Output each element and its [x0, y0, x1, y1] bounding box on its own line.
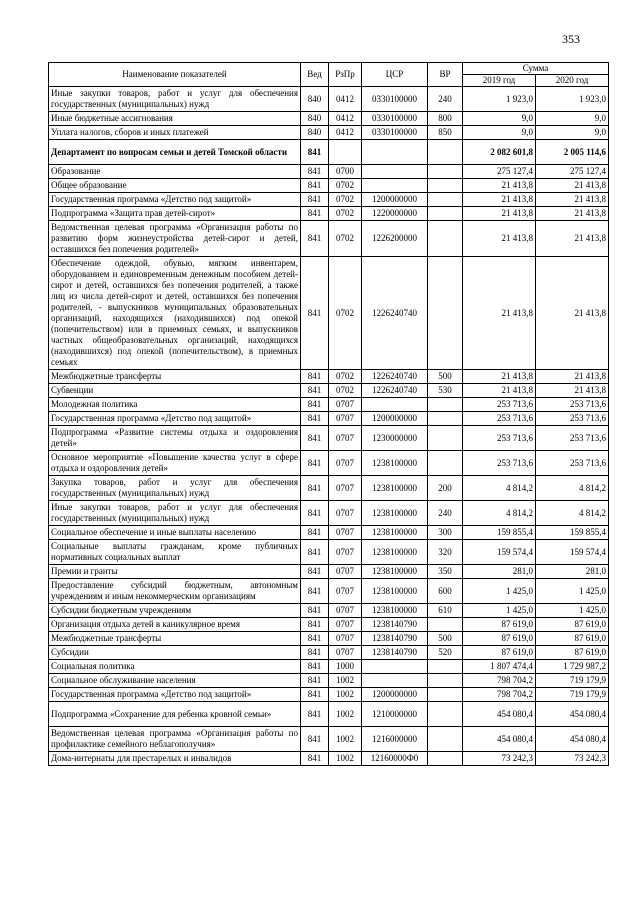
- row-csr: [362, 140, 428, 165]
- row-rzpr: 0700: [329, 165, 362, 179]
- row-vr: [428, 207, 463, 221]
- row-value-2020: 4 814,2: [536, 476, 609, 501]
- budget-table: [48, 62, 609, 766]
- row-rzpr: 0702: [329, 179, 362, 193]
- row-value-2019: 1 923,0: [463, 87, 536, 112]
- row-vr: [428, 660, 463, 674]
- row-rzpr: 1002: [329, 688, 362, 702]
- row-ved: 841: [301, 398, 329, 412]
- row-vr: [428, 426, 463, 451]
- header-ved: Вед: [301, 63, 329, 87]
- row-name: Иные закупки товаров, работ и услуг для обеспечения государственных (муниципальных) нужд: [49, 501, 301, 526]
- row-rzpr: 0707: [329, 526, 362, 540]
- row-name: Государственная программа «Детство под защитой»: [49, 688, 301, 702]
- row-rzpr: 0702: [329, 207, 362, 221]
- row-vr: 520: [428, 646, 463, 660]
- row-csr: 12160000Ф0: [362, 752, 428, 766]
- row-value-2020: 719 179,9: [536, 674, 609, 688]
- row-name: Государственная программа «Детство под защитой»: [49, 412, 301, 426]
- row-vr: 530: [428, 384, 463, 398]
- table-row: [49, 660, 609, 674]
- table-row: [49, 688, 609, 702]
- row-name: Социальные выплаты гражданам, кроме публичных нормативных социальных выплат: [49, 540, 301, 565]
- table-row: [49, 370, 609, 384]
- row-ved: 840: [301, 87, 329, 112]
- row-rzpr: 0707: [329, 646, 362, 660]
- row-value-2019: 87 619,0: [463, 632, 536, 646]
- row-csr: 1238100000: [362, 579, 428, 604]
- row-csr: [362, 165, 428, 179]
- row-ved: 841: [301, 426, 329, 451]
- table-row: [49, 87, 609, 112]
- row-value-2020: 159 855,4: [536, 526, 609, 540]
- row-vr: [428, 618, 463, 632]
- row-name: Субвенции: [49, 384, 301, 398]
- row-rzpr: 0707: [329, 451, 362, 476]
- table-row: [49, 126, 609, 140]
- row-value-2020: 275 127,4: [536, 165, 609, 179]
- row-ved: 841: [301, 565, 329, 579]
- table-row: [49, 674, 609, 688]
- row-vr: [428, 674, 463, 688]
- row-vr: 500: [428, 370, 463, 384]
- row-vr: [428, 257, 463, 370]
- row-csr: 1226200000: [362, 221, 428, 257]
- row-value-2019: 21 413,8: [463, 207, 536, 221]
- row-ved: 841: [301, 221, 329, 257]
- row-rzpr: 0707: [329, 398, 362, 412]
- row-vr: [428, 193, 463, 207]
- row-name: Закупка товаров, работ и услуг для обеспечения государственных (муниципальных) нужд: [49, 476, 301, 501]
- row-value-2019: 253 713,6: [463, 398, 536, 412]
- table-row: [49, 221, 609, 257]
- table-row: [49, 727, 609, 752]
- row-rzpr: [329, 140, 362, 165]
- row-csr: 1238100000: [362, 565, 428, 579]
- row-ved: 841: [301, 193, 329, 207]
- row-ved: 841: [301, 179, 329, 193]
- row-value-2020: 1 729 987,2: [536, 660, 609, 674]
- row-ved: 841: [301, 674, 329, 688]
- row-value-2020: 454 080,4: [536, 727, 609, 752]
- row-name: Основное мероприятие «Повышение качества услуг в сфере отдыха и оздоровления детей»: [49, 451, 301, 476]
- row-value-2019: 21 413,8: [463, 179, 536, 193]
- row-csr: [362, 179, 428, 193]
- table-body: [49, 87, 609, 766]
- table-row: [49, 207, 609, 221]
- row-rzpr: 0707: [329, 618, 362, 632]
- row-value-2020: 9,0: [536, 126, 609, 140]
- row-rzpr: 0702: [329, 257, 362, 370]
- row-ved: 841: [301, 451, 329, 476]
- row-rzpr: 0707: [329, 476, 362, 501]
- row-value-2020: 9,0: [536, 112, 609, 126]
- row-value-2019: 9,0: [463, 112, 536, 126]
- row-ved: 841: [301, 604, 329, 618]
- row-csr: 1238100000: [362, 604, 428, 618]
- row-ved: 841: [301, 752, 329, 766]
- row-value-2020: 454 080,4: [536, 702, 609, 727]
- table-row: [49, 398, 609, 412]
- row-ved: 841: [301, 702, 329, 727]
- row-csr: 1216000000: [362, 727, 428, 752]
- row-csr: 1226240740: [362, 384, 428, 398]
- row-vr: 240: [428, 87, 463, 112]
- row-value-2020: 1 425,0: [536, 604, 609, 618]
- row-value-2019: 21 413,8: [463, 221, 536, 257]
- table-row: [49, 702, 609, 727]
- row-value-2020: 21 413,8: [536, 370, 609, 384]
- row-csr: [362, 660, 428, 674]
- row-rzpr: 1002: [329, 674, 362, 688]
- row-name: Подпрограмма «Защита прав детей-сирот»: [49, 207, 301, 221]
- row-csr: 1238100000: [362, 451, 428, 476]
- row-value-2019: 87 619,0: [463, 646, 536, 660]
- row-rzpr: 0707: [329, 565, 362, 579]
- row-vr: [428, 752, 463, 766]
- row-value-2020: 21 413,8: [536, 257, 609, 370]
- row-value-2020: 87 619,0: [536, 632, 609, 646]
- table-header: [49, 63, 609, 87]
- row-value-2019: 1 807 474,4: [463, 660, 536, 674]
- row-name: Предоставление субсидий бюджетным, автономным учреждениям и иным некоммерческим организациям: [49, 579, 301, 604]
- row-value-2019: 87 619,0: [463, 618, 536, 632]
- row-csr: 1226240740: [362, 257, 428, 370]
- row-vr: 500: [428, 632, 463, 646]
- row-ved: 841: [301, 257, 329, 370]
- row-csr: 1238140790: [362, 618, 428, 632]
- row-ved: 841: [301, 727, 329, 752]
- table-row: [49, 501, 609, 526]
- table-row: [49, 179, 609, 193]
- row-vr: 350: [428, 565, 463, 579]
- row-name: Социальная политика: [49, 660, 301, 674]
- row-name: Департамент по вопросам семьи и детей Томской области: [49, 140, 301, 165]
- row-rzpr: 0707: [329, 540, 362, 565]
- row-vr: [428, 221, 463, 257]
- row-csr: 1238100000: [362, 540, 428, 565]
- row-name: Общее образование: [49, 179, 301, 193]
- row-vr: [428, 140, 463, 165]
- row-csr: 1238140790: [362, 646, 428, 660]
- row-value-2020: 719 179,9: [536, 688, 609, 702]
- table-row: [49, 451, 609, 476]
- row-name: Подпрограмма «Развитие системы отдыха и оздоровления детей»: [49, 426, 301, 451]
- row-value-2020: 253 713,6: [536, 426, 609, 451]
- row-rzpr: 0702: [329, 193, 362, 207]
- row-value-2019: 454 080,4: [463, 727, 536, 752]
- row-ved: 841: [301, 632, 329, 646]
- table-row: [49, 604, 609, 618]
- table-row: [49, 565, 609, 579]
- row-value-2019: 21 413,8: [463, 193, 536, 207]
- row-ved: 841: [301, 660, 329, 674]
- row-ved: 841: [301, 688, 329, 702]
- row-value-2019: 21 413,8: [463, 257, 536, 370]
- row-value-2019: 21 413,8: [463, 384, 536, 398]
- row-csr: 1226240740: [362, 370, 428, 384]
- row-name: Ведомственная целевая программа «Организация работы по профилактике семейного неблагополучия»: [49, 727, 301, 752]
- row-name: Социальное обеспечение и иные выплаты населению: [49, 526, 301, 540]
- row-rzpr: 0707: [329, 501, 362, 526]
- row-value-2020: 1 425,0: [536, 579, 609, 604]
- row-name: Межбюджетные трансферты: [49, 632, 301, 646]
- table-row: [49, 426, 609, 451]
- row-rzpr: 1002: [329, 752, 362, 766]
- row-vr: [428, 398, 463, 412]
- row-csr: 0330100000: [362, 87, 428, 112]
- row-name: Молодежная политика: [49, 398, 301, 412]
- row-csr: 1238100000: [362, 476, 428, 501]
- row-value-2019: 275 127,4: [463, 165, 536, 179]
- row-value-2020: 21 413,8: [536, 193, 609, 207]
- row-rzpr: 0707: [329, 632, 362, 646]
- row-csr: 1200000000: [362, 412, 428, 426]
- row-rzpr: 0707: [329, 604, 362, 618]
- row-value-2020: 87 619,0: [536, 646, 609, 660]
- row-ved: 841: [301, 476, 329, 501]
- row-value-2020: 281,0: [536, 565, 609, 579]
- table-row: [49, 540, 609, 565]
- row-name: Субсидии: [49, 646, 301, 660]
- table-row: [49, 476, 609, 501]
- row-ved: 841: [301, 412, 329, 426]
- table-row: [49, 384, 609, 398]
- row-ved: 841: [301, 140, 329, 165]
- row-ved: 841: [301, 540, 329, 565]
- row-value-2020: 253 713,6: [536, 412, 609, 426]
- row-name: Обеспечение одеждой, обувью, мягким инвентарем, оборудованием и единовременным денежным пособием детей-сирот и детей, оставшихся без попечения родителей, а также лиц из числа детей-сирот и детей, оставшихся без попечения родителей, - выпускников муниципальных образовательных организаций, находящихся (находившихся) под опекой (попечительством) или в приемных семьях, и выпускников частных общеобразовательных организаций, находящихся (находившихся) под опекой (попечительством), в приемных семьях: [49, 257, 301, 370]
- row-rzpr: 0412: [329, 112, 362, 126]
- row-value-2019: 73 242,3: [463, 752, 536, 766]
- row-csr: 1220000000: [362, 207, 428, 221]
- row-name: Социальное обслуживание населения: [49, 674, 301, 688]
- row-vr: 240: [428, 501, 463, 526]
- row-ved: 841: [301, 618, 329, 632]
- row-name: Уплата налогов, сборов и иных платежей: [49, 126, 301, 140]
- row-value-2019: 159 855,4: [463, 526, 536, 540]
- row-value-2020: 21 413,8: [536, 207, 609, 221]
- row-vr: 610: [428, 604, 463, 618]
- row-vr: 600: [428, 579, 463, 604]
- table-row: [49, 412, 609, 426]
- row-rzpr: 0702: [329, 370, 362, 384]
- row-name: Иные бюджетные ассигнования: [49, 112, 301, 126]
- row-value-2020: 21 413,8: [536, 179, 609, 193]
- row-ved: 840: [301, 126, 329, 140]
- row-value-2020: 1 923,0: [536, 87, 609, 112]
- row-value-2020: 4 814,2: [536, 501, 609, 526]
- row-value-2019: 9,0: [463, 126, 536, 140]
- row-name: Государственная программа «Детство под защитой»: [49, 193, 301, 207]
- row-value-2019: 21 413,8: [463, 370, 536, 384]
- row-vr: [428, 412, 463, 426]
- row-value-2020: 87 619,0: [536, 618, 609, 632]
- table-row: [49, 257, 609, 370]
- table-row: [49, 632, 609, 646]
- row-name: Иные закупки товаров, работ и услуг для обеспечения государственных (муниципальных) нужд: [49, 87, 301, 112]
- header-2020: 2020 год: [536, 75, 609, 87]
- row-ved: 841: [301, 207, 329, 221]
- row-csr: 1230000000: [362, 426, 428, 451]
- row-name: Образование: [49, 165, 301, 179]
- row-name: Дома-интернаты для престарелых и инвалидов: [49, 752, 301, 766]
- row-vr: 320: [428, 540, 463, 565]
- row-vr: 800: [428, 112, 463, 126]
- row-vr: 300: [428, 526, 463, 540]
- row-csr: 1238140790: [362, 632, 428, 646]
- row-ved: 841: [301, 165, 329, 179]
- table-row: [49, 526, 609, 540]
- row-csr: [362, 398, 428, 412]
- row-value-2019: 281,0: [463, 565, 536, 579]
- row-vr: [428, 688, 463, 702]
- row-value-2020: 159 574,4: [536, 540, 609, 565]
- header-sum: Сумма: [463, 63, 609, 75]
- row-vr: [428, 727, 463, 752]
- table-row: [49, 579, 609, 604]
- row-csr: 0330100000: [362, 112, 428, 126]
- row-vr: [428, 702, 463, 727]
- row-rzpr: 1002: [329, 727, 362, 752]
- row-value-2019: 1 425,0: [463, 604, 536, 618]
- row-name: Субсидии бюджетным учреждениям: [49, 604, 301, 618]
- row-value-2019: 253 713,6: [463, 426, 536, 451]
- table-row: [49, 193, 609, 207]
- row-name: Организация отдыха детей в каникулярное время: [49, 618, 301, 632]
- row-rzpr: 0707: [329, 579, 362, 604]
- row-vr: 850: [428, 126, 463, 140]
- header-2019: 2019 год: [463, 75, 536, 87]
- row-value-2019: 1 425,0: [463, 579, 536, 604]
- row-name: Премии и гранты: [49, 565, 301, 579]
- row-rzpr: 1000: [329, 660, 362, 674]
- row-value-2019: 798 704,2: [463, 688, 536, 702]
- row-rzpr: 0412: [329, 126, 362, 140]
- row-value-2020: 73 242,3: [536, 752, 609, 766]
- row-value-2019: 4 814,2: [463, 501, 536, 526]
- row-ved: 841: [301, 370, 329, 384]
- row-name: Подпрограмма «Сохранение для ребенка кровной семьи»: [49, 702, 301, 727]
- row-ved: 841: [301, 646, 329, 660]
- table-row: [49, 618, 609, 632]
- table-row: [49, 140, 609, 165]
- row-name: Ведомственная целевая программа «Организация работы по развитию форм жизнеустройства детей-сирот и детей, оставшихся без попечения родителей»: [49, 221, 301, 257]
- row-value-2020: 253 713,6: [536, 398, 609, 412]
- row-ved: 841: [301, 384, 329, 398]
- row-value-2020: 253 713,6: [536, 451, 609, 476]
- page-number: 353: [562, 32, 580, 46]
- table-row: [49, 752, 609, 766]
- row-csr: 1210000000: [362, 702, 428, 727]
- row-ved: 841: [301, 501, 329, 526]
- row-value-2019: 253 713,6: [463, 451, 536, 476]
- row-rzpr: 1002: [329, 702, 362, 727]
- row-value-2020: 2 005 114,6: [536, 140, 609, 165]
- row-value-2020: 21 413,8: [536, 221, 609, 257]
- row-rzpr: 0707: [329, 426, 362, 451]
- row-ved: 841: [301, 526, 329, 540]
- row-csr: 0330100000: [362, 126, 428, 140]
- row-csr: 1200000000: [362, 193, 428, 207]
- row-value-2019: 4 814,2: [463, 476, 536, 501]
- row-vr: [428, 179, 463, 193]
- row-rzpr: 0707: [329, 412, 362, 426]
- row-csr: 1238100000: [362, 501, 428, 526]
- header-csr: ЦСР: [362, 63, 428, 87]
- row-value-2019: 798 704,2: [463, 674, 536, 688]
- table-row: [49, 165, 609, 179]
- row-vr: [428, 451, 463, 476]
- row-rzpr: 0702: [329, 384, 362, 398]
- table-row: [49, 646, 609, 660]
- row-rzpr: 0412: [329, 87, 362, 112]
- row-csr: 1238100000: [362, 526, 428, 540]
- row-rzpr: 0702: [329, 221, 362, 257]
- row-name: Межбюджетные трансферты: [49, 370, 301, 384]
- row-value-2019: 253 713,6: [463, 412, 536, 426]
- row-value-2019: 454 080,4: [463, 702, 536, 727]
- header-rzpr: РзПр: [329, 63, 362, 87]
- row-vr: [428, 165, 463, 179]
- row-ved: 840: [301, 112, 329, 126]
- row-vr: 200: [428, 476, 463, 501]
- header-vr: ВР: [428, 63, 463, 87]
- header-name: Наименование показателей: [49, 63, 301, 87]
- table-row: [49, 112, 609, 126]
- row-csr: [362, 674, 428, 688]
- row-ved: 841: [301, 579, 329, 604]
- row-value-2019: 159 574,4: [463, 540, 536, 565]
- row-csr: 1200000000: [362, 688, 428, 702]
- row-value-2020: 21 413,8: [536, 384, 609, 398]
- row-value-2019: 2 082 601,8: [463, 140, 536, 165]
